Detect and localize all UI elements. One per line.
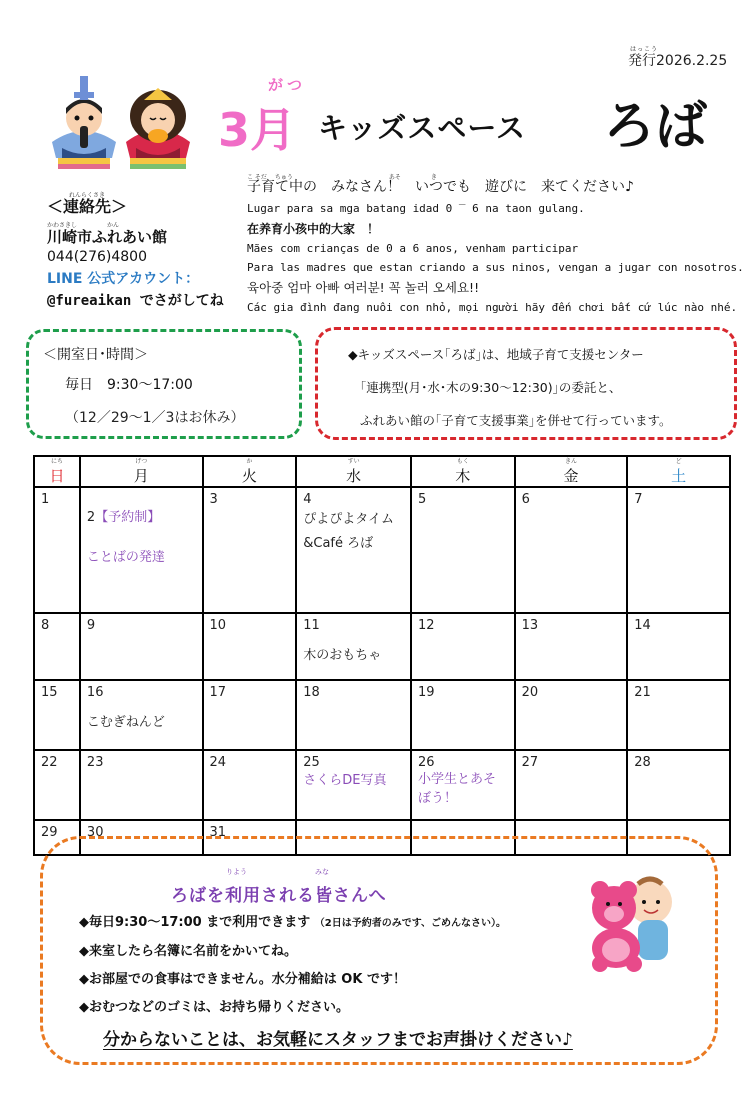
- calendar-day: 5: [411, 487, 515, 613]
- calendar-day: 11 木のおもちゃ: [296, 613, 411, 680]
- calendar-day: 31: [203, 820, 297, 855]
- event-reservation: 【予約制】: [95, 510, 161, 525]
- calendar-day: 16 こむぎねんど: [80, 680, 203, 750]
- hina-dolls-illustration: [44, 70, 200, 174]
- calendar-day: 4 ぴよぴよタイム &Café ろば: [296, 487, 411, 613]
- month-ruby: がつ: [268, 76, 307, 94]
- phone-number: 044(276)4800: [47, 249, 147, 265]
- monthly-calendar: [33, 455, 731, 856]
- calendar-week-1: [34, 487, 730, 613]
- calendar-day: 3: [203, 487, 297, 613]
- opening-hours-box: [26, 329, 302, 439]
- event-language-development: ことばの発達: [86, 550, 165, 565]
- greeting-vietnamese: Các gia đình đang nuôi con nhỏ, mọi người hãy đến chơi bất cứ lúc nào nhé.: [247, 300, 738, 314]
- contact-heading: ＜連絡先＞: [47, 197, 128, 216]
- notice-ruby-riyou: りよう: [226, 868, 247, 876]
- weekday-mon: げつ 月: [80, 456, 203, 487]
- notice-rule: ◆おむつなどのゴミは、お持ち帰りください。: [79, 1000, 349, 1015]
- event-cafe-roba: &Café ろば: [303, 536, 374, 551]
- calendar-week-4: [34, 750, 730, 820]
- publish-label: 発行2026.2.25: [628, 53, 728, 69]
- calendar-day: 10: [203, 613, 297, 680]
- greeting-chinese: 在养育小孩中的大家 ！: [247, 221, 380, 236]
- contact-heading-ruby: れんらくさき: [69, 192, 106, 199]
- greeting-ruby: こ そだ ちゅう あそ き: [247, 174, 437, 181]
- calendar-day: 21: [627, 680, 730, 750]
- calendar-day: 25 さくらDE写真: [296, 750, 411, 820]
- publish-date: [628, 46, 728, 70]
- calendar-day: 7: [627, 487, 730, 613]
- weekday-sat: ど 土: [627, 456, 730, 487]
- calendar-day: 26 小学生とあそぼう！: [411, 750, 515, 820]
- notice-rule: ◆お部屋での食事はできません。水分補給は OK です！: [79, 972, 406, 987]
- title-roba: ろば: [603, 97, 708, 157]
- notice-footer: 分からないことは、お気軽にスタッフまでお声掛けください♪: [103, 1030, 573, 1050]
- calendar-day: 13: [515, 613, 628, 680]
- weekday-wed: すい 水: [296, 456, 411, 487]
- calendar-day: 29: [34, 820, 80, 855]
- publish-ruby: はっこう: [630, 46, 659, 53]
- calendar-day: 17: [203, 680, 297, 750]
- calendar-week-3: [34, 680, 730, 750]
- program-info-box: [315, 327, 737, 440]
- info-line-2: ｢連携型(月･水･木の9:30〜12:30)｣の委託と、: [360, 380, 622, 395]
- calendar-day: 12: [411, 613, 515, 680]
- line-handle: @fureaikan でさがしてね: [47, 293, 224, 309]
- hours-title: ＜開室日･時間＞: [43, 347, 148, 363]
- greeting-korean: 육아중 엄마 아빠 여러분! 꼭 놀러 오세요!!: [247, 279, 480, 295]
- greeting-japanese: 子育て中の みなさん！ いつでも 遊びに 来てください♪: [247, 179, 634, 195]
- weekday-sun: にち 日: [34, 456, 80, 487]
- month-label: 3月: [218, 103, 297, 157]
- notice-heading: ろばを利用される皆さんへ: [171, 886, 387, 906]
- calendar-day: 23: [80, 750, 203, 820]
- calendar-week-2: [34, 613, 730, 680]
- calendar-day: 8: [34, 613, 80, 680]
- calendar-day: 6: [515, 487, 628, 613]
- notice-rule: ◆来室したら名簿に名前をかいてね。: [79, 944, 297, 959]
- calendar-day: 9: [80, 613, 203, 680]
- event-sakura-photo: さくらDE写真: [303, 773, 387, 788]
- greeting-spanish: Para las madres que estan criando a sus ninos, vengan a jugar con nosotros.: [247, 261, 744, 274]
- event-wooden-toys: 木のおもちゃ: [303, 648, 382, 663]
- weekday-header-row: [34, 456, 730, 487]
- contact-section: [47, 190, 224, 312]
- line-account-label: LINE 公式アカウント：: [47, 271, 200, 287]
- notice-ruby-mina: みな: [315, 868, 329, 876]
- title-kids-space: キッズスペース: [318, 111, 526, 145]
- calendar-day: 19: [411, 680, 515, 750]
- calendar-day-holiday: 20: [515, 680, 628, 750]
- calendar-day: 15: [34, 680, 80, 750]
- weekday-fri: きん 金: [515, 456, 628, 487]
- calendar-day: 27: [515, 750, 628, 820]
- hours-daily: 毎日 9:30〜17:00: [65, 377, 193, 393]
- calendar-day: 28: [627, 750, 730, 820]
- calendar-day: 2【予約制】 ことばの発達: [80, 487, 203, 613]
- weekday-thu: もく 木: [411, 456, 515, 487]
- venue-ruby: かわさきし かん: [47, 222, 120, 229]
- calendar-day: 1: [34, 487, 80, 613]
- venue-name: 川崎市ふれあい館: [47, 228, 168, 246]
- event-flour-clay: こむぎねんど: [86, 715, 165, 730]
- calendar-day: 30: [80, 820, 203, 855]
- hours-closed: （12／29〜1／3はお休み）: [65, 410, 245, 426]
- calendar-day: 14: [627, 613, 730, 680]
- multilingual-greeting: [247, 172, 752, 317]
- info-line-3: ふれあい館の｢子育て支援事業｣を併せて行っています。: [360, 413, 672, 428]
- weekday-tue: か 火: [203, 456, 297, 487]
- baby-with-teddy-bear-illustration: [578, 872, 688, 972]
- greeting-portuguese: Mães com crianças de 0 a 6 anos, venham participar: [247, 241, 579, 255]
- calendar-day: 22: [34, 750, 80, 820]
- greeting-tagalog: Lugar para sa mga batang idad 0 ‾ 6 na taon gulang.: [247, 202, 585, 215]
- notice-rule: ◆毎日9:30〜17:00 まで利用できます （2日は予約者のみです、ごめんなさい）。: [79, 915, 506, 930]
- notice-rules-list: [79, 909, 506, 1022]
- info-line-1: ◆キッズスペース｢ろば｣は、地域子育て支援センター: [348, 347, 644, 362]
- event-play-with-students: 小学生とあそぼう！: [417, 772, 496, 806]
- calendar-day: 18: [296, 680, 411, 750]
- calendar-day: 24: [203, 750, 297, 820]
- event-piyopiyo-time: ぴよぴよタイム: [303, 512, 394, 527]
